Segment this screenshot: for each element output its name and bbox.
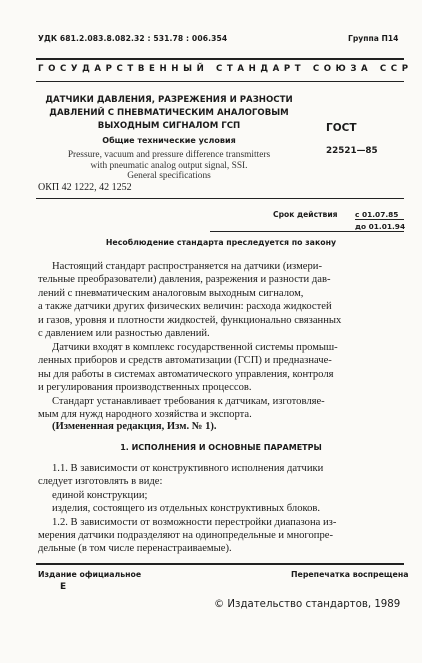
text-line: с давлением или разностью давлений. <box>38 328 210 340</box>
intro-paragraph-3 <box>38 395 404 422</box>
reprint-prohibited: Перепечатка воспрещена <box>291 570 409 579</box>
text-line: мерения датчики подразделяют на одинопредельные и многопре- <box>38 530 333 542</box>
legal-notice: Несоблюдение стандарта преследуется по закону <box>105 238 337 247</box>
english-title <box>38 150 300 182</box>
footer-rule <box>36 563 404 565</box>
text-line: ленных приборов и средств автоматизации (ГСП) и предназначе- <box>38 355 332 367</box>
validity-label: Срок действия <box>273 210 338 219</box>
text-line: тельные преобразователи) давления, разрежения и разности дав- <box>38 274 331 286</box>
validity-from: с 01.07.85 <box>355 210 399 219</box>
text-line: единой конструкции; <box>52 489 148 501</box>
text-line: ны для работы в системах автоматического управления, контроля <box>38 368 334 380</box>
validity-to: до 01.01.94 <box>355 222 406 231</box>
revision-note: (Измененная редакция, Изм. № 1). <box>52 421 217 432</box>
text-line: Стандарт устанавливает требования к датчикам, изготовляе- <box>52 396 325 407</box>
text-line: 1.1. В зависимости от конструктивного исполнения датчики <box>52 463 324 474</box>
english-title-line: Pressure, vacuum and pressure difference transmitters <box>67 150 271 160</box>
banner-rule <box>36 81 404 82</box>
title-line: ВЫХОДНЫМ СИГНАЛОМ ГСП <box>97 120 241 131</box>
validity-rule <box>355 219 404 220</box>
text-line: и газов, уровня и плотности жидкостей, функционально связанных <box>38 314 342 326</box>
state-standard-banner: ГОСУДАРСТВЕННЫЙ СТАНДАРТ СОЮЗА ССР <box>38 64 413 74</box>
intro-paragraph-1 <box>38 260 404 340</box>
text-line: мым для нужд народного хозяйства и экспорта. <box>38 409 252 421</box>
english-title-line: General specifications <box>127 171 211 182</box>
english-title-line: with pneumatic analog output signal, SSI. <box>90 160 248 171</box>
text-line: 1.2. В зависимости от возможности перестройки диапазона из- <box>52 516 337 528</box>
title-bottom-rule <box>36 198 404 199</box>
text-line: лений с пневматическим аналоговым выходным сигналом, <box>38 287 304 299</box>
okp-code: ОКП 42 1222, 42 1252 <box>38 182 132 193</box>
section-1-heading: 1. ИСПОЛНЕНИЯ И ОСНОВНЫЕ ПАРАМЕТРЫ <box>120 443 322 452</box>
group-code: Группа П14 <box>348 34 399 43</box>
copyright: © Издательство стандартов, 1989 <box>214 599 401 610</box>
top-rule <box>36 58 404 60</box>
validity-bottom-rule <box>210 231 404 232</box>
title-line: ДАТЧИКИ ДАВЛЕНИЯ, РАЗРЕЖЕНИЯ И РАЗНОСТИ <box>45 95 293 105</box>
text-line: а также датчики других физических величин: расхода жидкостей <box>38 301 332 313</box>
text-line: Настоящий стандарт распространяется на датчики (измери- <box>52 261 322 272</box>
standard-title <box>38 94 300 132</box>
text-line: дельные (в том числе перенастраиваемые). <box>38 543 232 555</box>
text-line: следует изготовлять в виде: <box>38 476 163 488</box>
text-line: изделия, состоящего из отдельных конструктивных блоков. <box>52 503 321 515</box>
gost-number: 22521—85 <box>326 146 378 156</box>
title-line: ДАВЛЕНИЙ С ПНЕВМАТИЧЕСКИМ АНАЛОГОВЫМ <box>49 107 289 118</box>
udk-code: УДК 681.2.083.8.082.32 : 531.78 : 006.354 <box>38 34 228 43</box>
standard-subtitle: Общие технические условия <box>102 136 236 145</box>
gost-label: ГОСТ <box>326 122 357 134</box>
text-line: Датчики входят в комплекс государственной системы промыш- <box>52 342 338 353</box>
intro-paragraph-2 <box>38 341 404 395</box>
edition-letter: Е <box>60 582 67 592</box>
text-line: и регулирования производственных процессов. <box>38 382 252 394</box>
section-1-body <box>38 462 404 556</box>
official-edition: Издание официальное <box>38 570 142 579</box>
